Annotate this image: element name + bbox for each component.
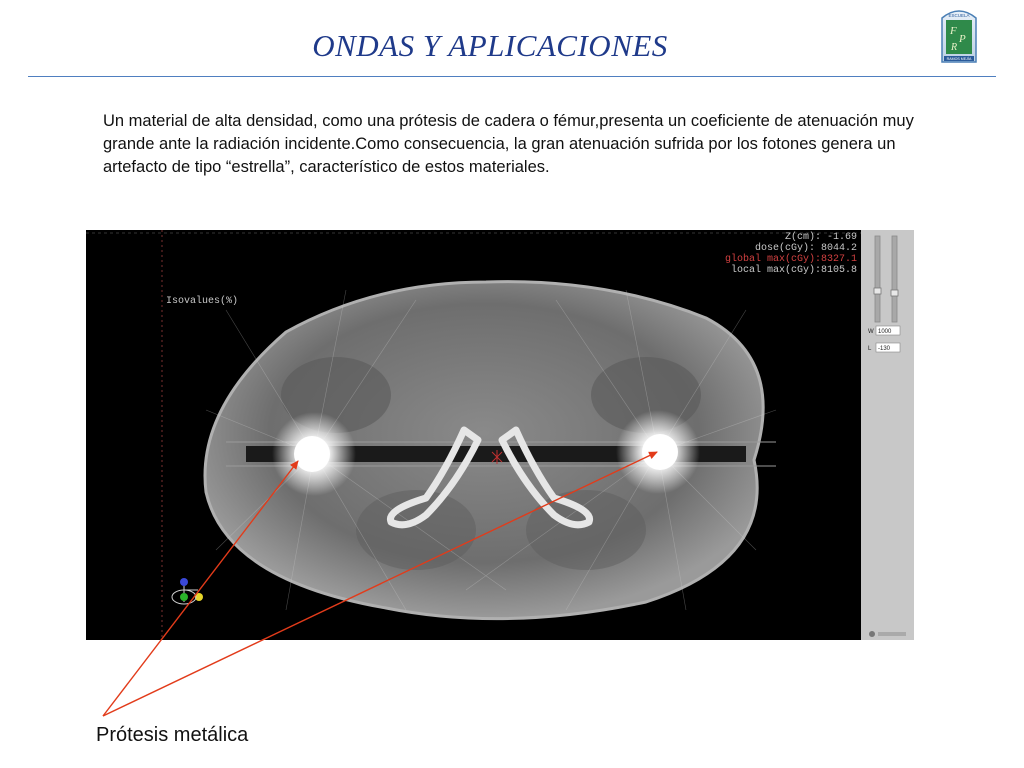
window-value: 1000 xyxy=(878,329,892,335)
arrow-to-left-prosthesis xyxy=(103,461,298,716)
logo-top-text: ESCUELA xyxy=(948,13,970,18)
level-value: -130 xyxy=(878,346,891,352)
intro-paragraph: Un material de alta densidad, como una prótesis de cadera o fémur,presenta un coeficiente de atenuación muy grande ante la radiación incidente.Como consecuencia, la gran atenuación sufrida por los fotones genera un artefacto de tipo “estrella”, característico de estos materiales. xyxy=(103,112,914,176)
level-label: L xyxy=(868,346,872,352)
dose-readout: dose(cGy): 8044.2 xyxy=(754,243,857,254)
local-max-readout: local max(cGy):8105.8 xyxy=(730,265,857,276)
isovalues-label: Isovalues(%) xyxy=(166,296,239,307)
prosthesis-caption: Prótesis metálica xyxy=(96,724,249,746)
window-label: W xyxy=(868,329,874,335)
arrow-to-right-prosthesis xyxy=(103,452,657,716)
svg-text:F: F xyxy=(950,25,957,37)
svg-text:P: P xyxy=(959,33,966,45)
z-readout: Z(cm): -1.69 xyxy=(784,232,857,243)
slide-title: ONDAS Y APLICACIONES xyxy=(312,28,668,63)
global-max-readout: global max(cGy):8327.1 xyxy=(724,254,857,265)
svg-text:R: R xyxy=(951,42,958,53)
logo-bottom-text: RAMOS MEJÍA xyxy=(946,57,972,61)
